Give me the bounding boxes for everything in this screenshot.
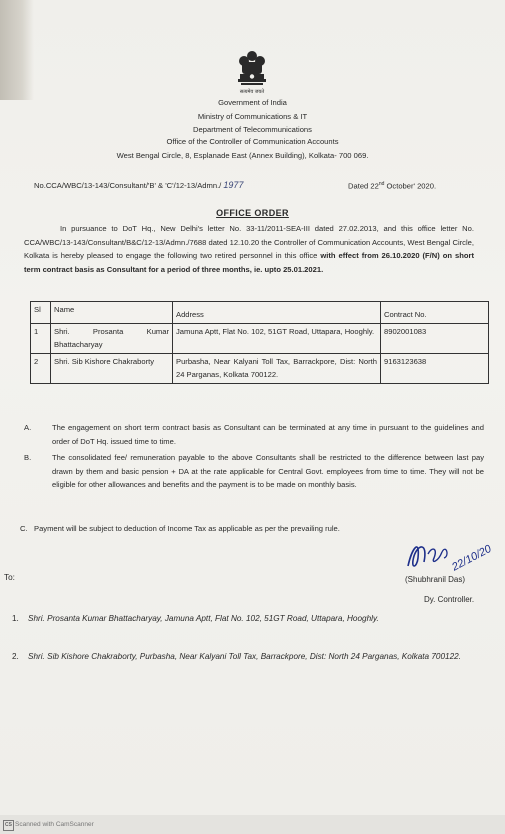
col-header-name: Name [51, 302, 173, 324]
signatory-designation: Dy. Controller. [424, 595, 475, 604]
letterhead-line: Department of Telecommunications [193, 125, 312, 134]
camscanner-logo-icon: CS [3, 820, 14, 831]
reference-number [34, 180, 243, 190]
cell-contact: 8902001083 [381, 323, 489, 353]
clause-marker: C. [20, 524, 28, 533]
reference-text: No.CCA/WBC/13-143/Consultant/'B' & 'C'/12-13/Admn./ [34, 181, 222, 190]
clause-text: The engagement on short term contract basis as Consultant can be terminated at any time in pursuant to the guidelines and order of DoT Hq. issued time to time. [52, 423, 484, 446]
table-row [31, 353, 489, 383]
col-header-contract: Contract No. [381, 302, 489, 324]
cell-name: Shri. Prosanta Kumar Bhattacharyay [51, 323, 173, 353]
signature-date: 22/10/20 [449, 542, 494, 574]
table-row [31, 323, 489, 353]
letterhead-line: Ministry of Communications & IT [197, 112, 308, 121]
date-suffix-sup: nd [378, 181, 385, 187]
clause-text: Payment will be subject to deduction of Income Tax as applicable as per the prevailing rule. [34, 524, 340, 533]
table-header-row [31, 302, 489, 324]
addressee-marker: 1. [12, 614, 19, 623]
letterhead-line: Office of the Controller of Communication Accounts [166, 137, 339, 146]
clause-a [24, 421, 484, 451]
intro-text: In pursuance to DoT Hq., New Delhi's letter No. 33-11/2011-SEA-III dated 27.02.2013, and this office letter No. CCA/WBC/13-143/Consultant/B&C/12-13/Admn./7688 dated 12.10.20 the Controller of Communication Accounts, West Bengal Circle, Kolkata is hereby pleased to engage the following two retired personnel in this office [24, 224, 474, 260]
handwritten-number: 1977 [223, 180, 244, 190]
national-emblem-icon [232, 48, 272, 98]
cell-sl: 1 [31, 323, 51, 353]
order-date [348, 181, 436, 191]
addressee-item [6, 649, 480, 681]
scanner-watermark: Scanned with CamScanner [15, 821, 94, 828]
cell-sl: 2 [31, 353, 51, 383]
signature-ink [398, 528, 500, 576]
binding-edge [0, 0, 34, 100]
date-prefix: Dated 22 [348, 181, 379, 191]
addressee-text: Shri. Sib Kishore Chakraborty, Purbasha, Near Kalyani Toll Tax, Barrackpore, Dist: North 24 Parganas, Kolkata 700122. [28, 652, 461, 661]
cell-name: Shri. Sib Kishore Chakraborty [51, 353, 173, 383]
intro-paragraph [24, 222, 474, 276]
date-month-year: October' 2020. [386, 181, 437, 191]
cell-address: Purbasha, Near Kalyani Toll Tax, Barrackpore, Dist: North 24 Parganas, Kolkata 700122. [173, 353, 381, 383]
to-label: To: [4, 573, 15, 582]
letterhead-line: West Bengal Circle, 8, Esplanade East (Annex Building), Kolkata- 700 069. [116, 151, 369, 160]
signatory-name: (Shubhranil Das) [405, 575, 466, 584]
col-header-address: Address [173, 302, 381, 324]
clause-marker: B. [24, 453, 32, 462]
col-header-sl: Sl [31, 302, 51, 324]
addressee-item [6, 611, 480, 643]
cell-address: Jamuna Aptt, Flat No. 102, 51GT Road, Uttapara, Hooghly. [173, 323, 381, 353]
letterhead-line: Government of India [218, 98, 287, 107]
addressee-marker: 2. [12, 652, 19, 661]
consultants-table [30, 301, 489, 384]
intro-bold-text: with effect from 26.10.2020 (F/N) on short term contract basis as Consultant for a period of three months, ie. upto 25.01.2021. [24, 251, 474, 274]
addressee-text: Shri. Prosanta Kumar Bhattacharyay, Jamuna Aptt, Flat No. 102, 51GT Road, Uttapara, Hooghly. [28, 614, 379, 623]
clause-marker: A. [24, 423, 32, 432]
office-order-title: OFFICE ORDER [216, 208, 289, 218]
cell-contact: 9163123638 [381, 353, 489, 383]
clause-b [24, 451, 484, 523]
emblem-caption: सत्यमेव जयते [239, 89, 265, 95]
clause-text: The consolidated fee/ remuneration payable to the above Consultants shall be restricted to the difference between last pay drawn by them and basic pension + DA at the rate applicable for Central Govt. employees from time to time. They will not be eligible for other allowances and benefits and the payment is to be made on monthly basis. [52, 453, 484, 489]
